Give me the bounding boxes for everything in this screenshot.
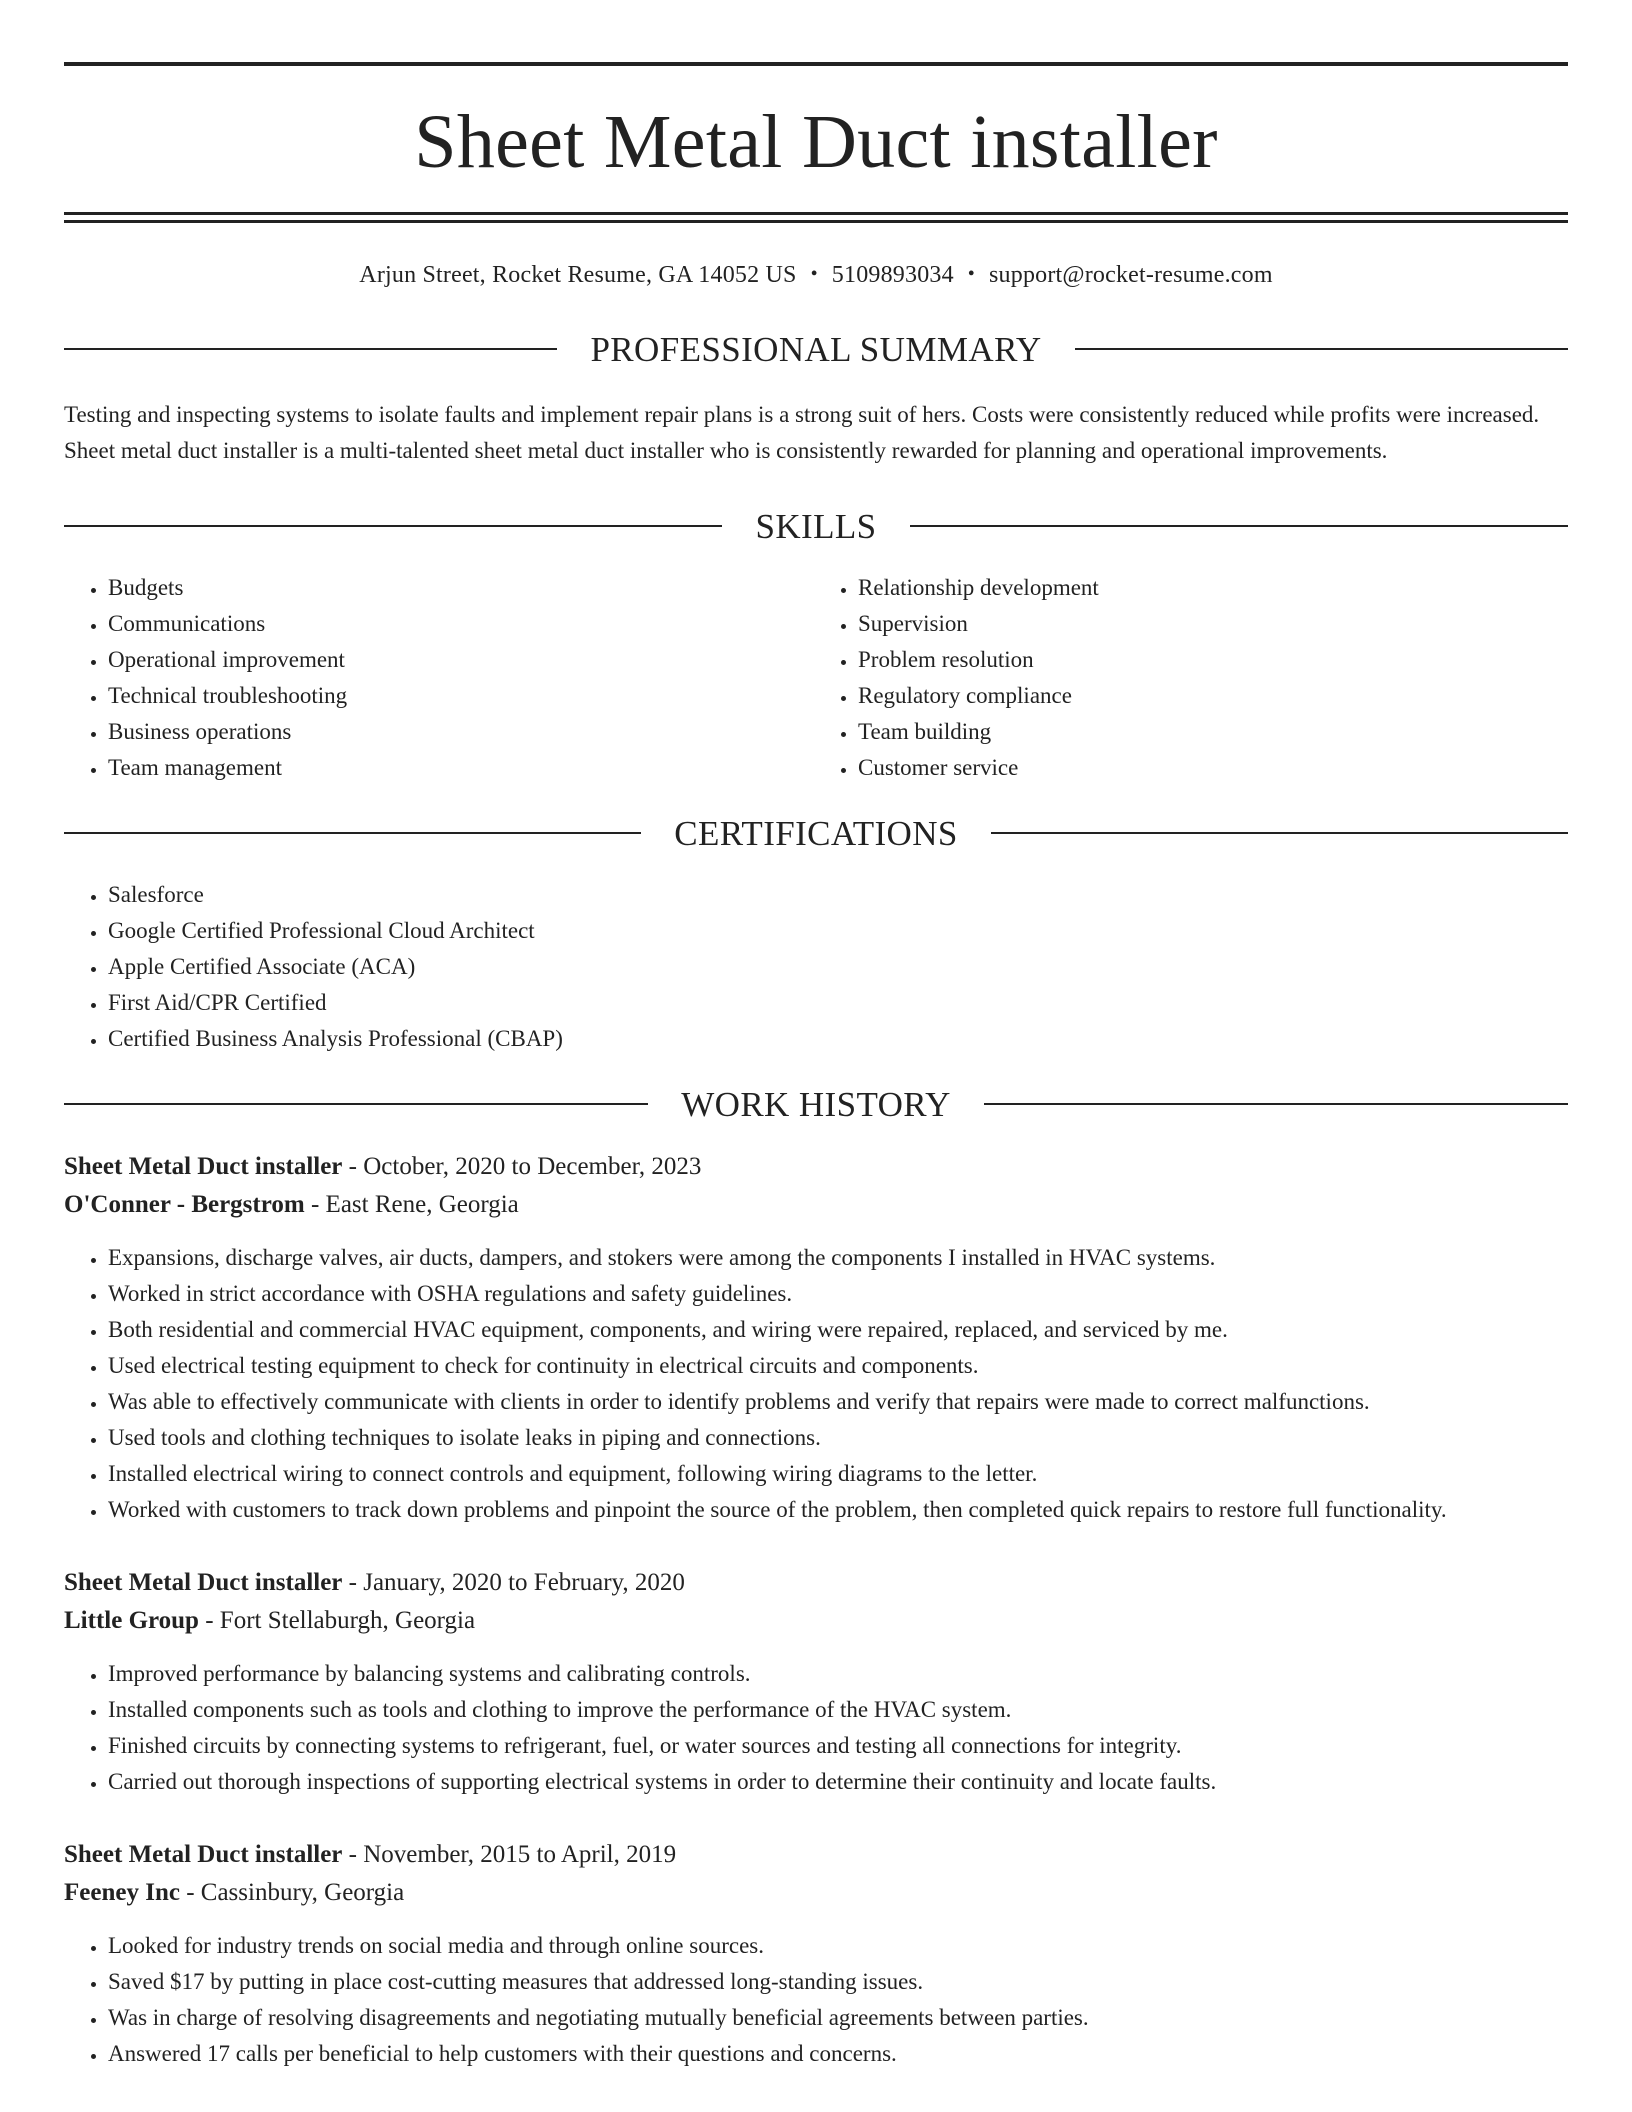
job-company: Feeney Inc	[64, 1878, 180, 1906]
list-item: • Installed components such as tools and clothing to improve the performance of the HVAC system.	[108, 1692, 1568, 1728]
section-rule	[64, 525, 722, 527]
list-item: • Salesforce	[108, 877, 1568, 913]
job-dates: - October, 2020 to December, 2023	[342, 1152, 702, 1180]
skills-list-right	[818, 570, 1568, 786]
section-rule	[64, 348, 557, 350]
skills-columns	[64, 570, 1568, 786]
list-item: • Business operations	[108, 714, 818, 750]
list-item: • Both residential and commercial HVAC equipment, components, and wiring were repaired, replaced, and serviced by me.	[108, 1312, 1568, 1348]
list-item: • Relationship development	[858, 570, 1568, 606]
section-rule	[64, 1103, 648, 1105]
list-item: • Operational improvement	[108, 642, 818, 678]
list-item: • Was able to effectively communicate with clients in order to identify problems and verify that repairs were made to correct malfunctions.	[108, 1384, 1568, 1420]
section-rule	[910, 525, 1568, 527]
job-role: Sheet Metal Duct installer	[64, 1152, 343, 1180]
list-item: • Budgets	[108, 570, 818, 606]
job-company: Little Group	[64, 1606, 199, 1634]
list-item: • Team building	[858, 714, 1568, 750]
summary-heading: PROFESSIONAL SUMMARY	[590, 329, 1042, 369]
list-item: • Customer service	[858, 750, 1568, 786]
list-item: • Carried out thorough inspections of supporting electrical systems in order to determine their continuity and locate faults.	[108, 1764, 1568, 1800]
section-rule	[984, 1103, 1568, 1105]
work-section-header	[64, 1084, 1568, 1124]
list-item: • Problem resolution	[858, 642, 1568, 678]
summary-section-header	[64, 329, 1568, 369]
contact-phone: 5109893034	[831, 262, 954, 288]
contact-separator: •	[967, 263, 975, 285]
job-entry	[64, 1564, 1568, 1800]
summary-text: Testing and inspecting systems to isolate faults and implement repair plans is a strong suit of hers. Costs were consistently reduced while profits were increased. Sheet metal duct installer is a multi-talented sheet metal duct installer who is consistently rewarded for planning and operational improvements.	[64, 401, 1540, 463]
list-item: • Saved $17 by putting in place cost-cutting measures that addressed long-standing issues.	[108, 1964, 1568, 2000]
job-dates: - January, 2020 to February, 2020	[342, 1568, 685, 1596]
list-item: • Worked with customers to track down problems and pinpoint the source of the problem, then completed quick repairs to restore full functionality.	[108, 1492, 1568, 1528]
contact-address: Arjun Street, Rocket Resume, GA 14052 US	[359, 262, 797, 288]
job-role: Sheet Metal Duct installer	[64, 1840, 343, 1868]
list-item: • Worked in strict accordance with OSHA regulations and safety guidelines.	[108, 1276, 1568, 1312]
resume-title: Sheet Metal Duct installer	[414, 100, 1218, 184]
list-item: • Communications	[108, 606, 818, 642]
list-item: • Technical troubleshooting	[108, 678, 818, 714]
skills-section-header	[64, 506, 1568, 546]
job-bullets	[64, 1240, 1568, 1528]
list-item: • Installed electrical wiring to connect controls and equipment, following wiring diagrams to the letter.	[108, 1456, 1568, 1492]
job-company-line	[64, 1186, 1568, 1224]
contact-email: support@rocket-resume.com	[989, 262, 1273, 288]
job-location: - East Rene, Georgia	[304, 1190, 519, 1218]
work-heading: WORK HISTORY	[681, 1084, 951, 1124]
certifications-list	[64, 877, 1568, 1057]
list-item: • Regulatory compliance	[858, 678, 1568, 714]
list-item: • Used electrical testing equipment to check for continuity in electrical circuits and components.	[108, 1348, 1568, 1384]
list-item: • Apple Certified Associate (ACA)	[108, 949, 1568, 985]
section-rule	[1075, 348, 1568, 350]
job-company-line	[64, 1874, 1568, 1912]
title-double-rule	[64, 212, 1568, 223]
list-item: • Expansions, discharge valves, air ducts, dampers, and stokers were among the components I installed in HVAC systems.	[108, 1240, 1568, 1276]
job-title-line	[64, 1148, 1568, 1186]
job-entry	[64, 1148, 1568, 1528]
job-company-line	[64, 1602, 1568, 1640]
list-item: • Finished circuits by connecting systems to refrigerant, fuel, or water sources and testing all connections for integrity.	[108, 1728, 1568, 1764]
section-rule	[64, 832, 641, 834]
list-item: • Answered 17 calls per beneficial to help customers with their questions and concerns.	[108, 2036, 1568, 2072]
job-location: - Cassinbury, Georgia	[179, 1878, 405, 1906]
job-company: O'Conner - Bergstrom	[64, 1190, 305, 1218]
list-item: • Team management	[108, 750, 818, 786]
list-item: • Google Certified Professional Cloud Architect	[108, 913, 1568, 949]
job-title-line	[64, 1836, 1568, 1874]
certifications-heading: CERTIFICATIONS	[674, 813, 958, 853]
job-bullets	[64, 1928, 1568, 2072]
list-item: • Certified Business Analysis Professional (CBAP)	[108, 1021, 1568, 1057]
list-item: • Supervision	[858, 606, 1568, 642]
certifications-section-header	[64, 813, 1568, 853]
contact-separator: •	[810, 263, 818, 285]
top-rule	[64, 62, 1568, 66]
job-entry	[64, 1836, 1568, 2072]
job-location: - Fort Stellaburgh, Georgia	[198, 1606, 476, 1634]
job-bullets	[64, 1656, 1568, 1800]
skills-heading: SKILLS	[755, 506, 877, 546]
skills-list-left	[64, 570, 818, 786]
job-title-line	[64, 1564, 1568, 1602]
section-rule	[991, 832, 1568, 834]
job-dates: - November, 2015 to April, 2019	[342, 1840, 677, 1868]
list-item: • Looked for industry trends on social media and through online sources.	[108, 1928, 1568, 1964]
list-item: • First Aid/CPR Certified	[108, 985, 1568, 1021]
list-item: • Improved performance by balancing systems and calibrating controls.	[108, 1656, 1568, 1692]
list-item: • Was in charge of resolving disagreements and negotiating mutually beneficial agreements between parties.	[108, 2000, 1568, 2036]
job-role: Sheet Metal Duct installer	[64, 1568, 343, 1596]
contact-line	[64, 261, 1568, 290]
list-item: • Used tools and clothing techniques to isolate leaks in piping and connections.	[108, 1420, 1568, 1456]
